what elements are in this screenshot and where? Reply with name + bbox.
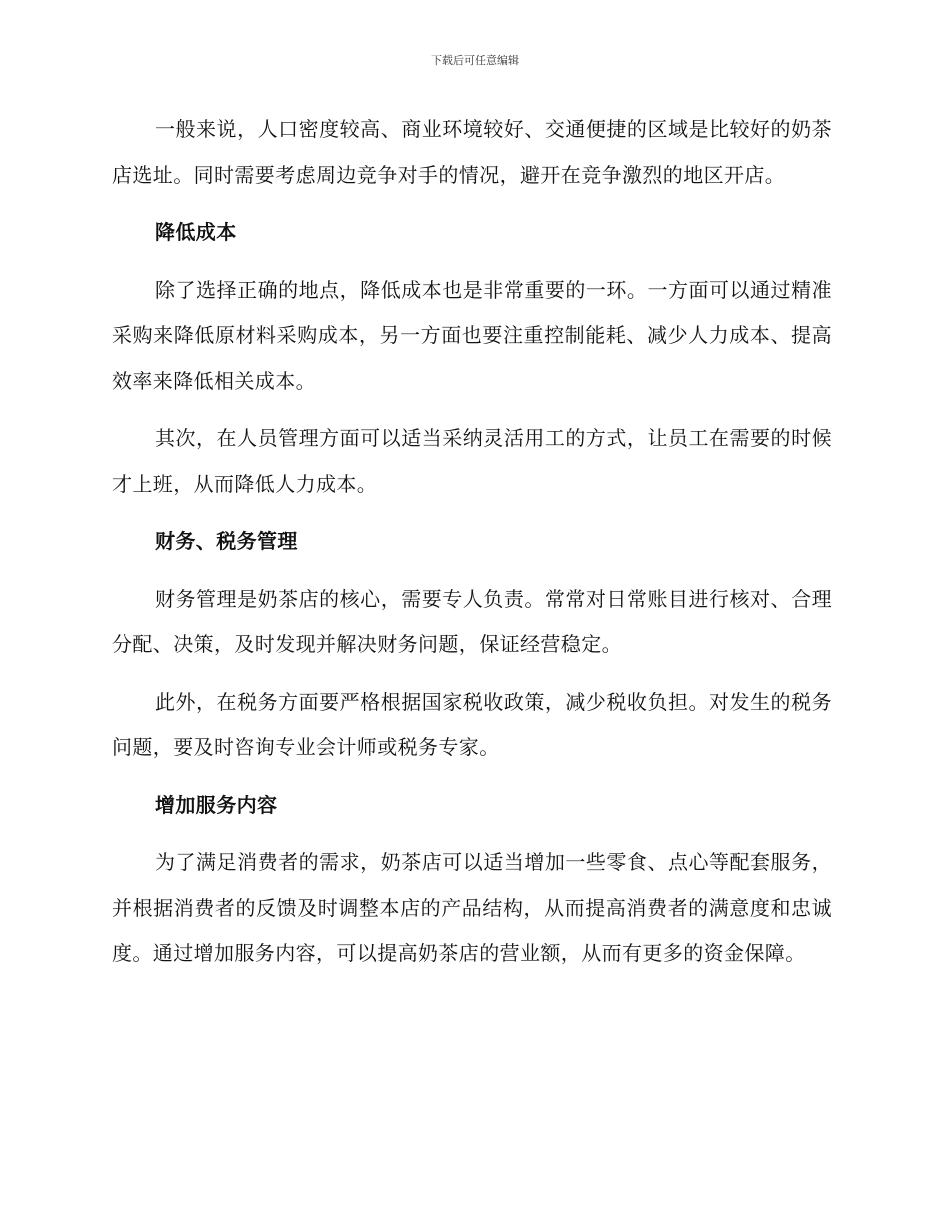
spacer bbox=[112, 565, 832, 577]
spacer bbox=[112, 404, 832, 416]
paragraph-add-services: 为了满足消费者的需求，奶茶店可以适当增加一些零食、点心等配套服务，并根据消费者的反馈及时调整本店的产品结构，从而提高消费者的满意度和忠诚度。通过增加服务内容，可以提高奶茶店的营业额，从而有更多的资金保障。 bbox=[112, 850, 832, 965]
spacer bbox=[112, 507, 832, 519]
spacer bbox=[112, 256, 832, 268]
heading-add-services: 增加服务内容 bbox=[155, 792, 278, 817]
heading-finance-tax: 财务、税务管理 bbox=[155, 529, 298, 553]
header-note: 下载后可任意编辑 bbox=[431, 54, 519, 67]
spacer bbox=[112, 198, 832, 210]
paragraph-site-selection: 一般来说，人口密度较高、商业环境较好、交通便捷的区域是比较好的奶茶店选址。同时需要考虑周边竞争对手的情况，避开在竞争激烈的地区开店。 bbox=[112, 117, 832, 187]
paragraph-reduce-cost: 除了选择正确的地点，降低成本也是非常重要的一环。一方面可以通过精准采购来降低原材料采购成本，另一方面也要注重控制能耗、减少人力成本、提高效率来降低相关成本。 bbox=[112, 277, 832, 393]
paragraph-tax: 此外，在税务方面要严格根据国家税收政策，减少税收负担。对发生的税务问题，要及时咨询专业会计师或税务专家。 bbox=[112, 689, 832, 759]
paragraph-finance: 财务管理是奶茶店的核心，需要专人负责。常常对日常账目进行核对、合理分配、决策，及时发现并解决财务问题，保证经营稳定。 bbox=[112, 586, 832, 656]
spacer bbox=[112, 668, 832, 680]
spacer bbox=[112, 771, 832, 783]
heading-reduce-cost: 降低成本 bbox=[155, 220, 237, 244]
paragraph-staff-management: 其次，在人员管理方面可以适当采纳灵活用工的方式，让员工在需要的时候才上班，从而降低人力成本。 bbox=[112, 426, 832, 496]
document-body bbox=[112, 107, 832, 977]
spacer bbox=[112, 828, 832, 840]
